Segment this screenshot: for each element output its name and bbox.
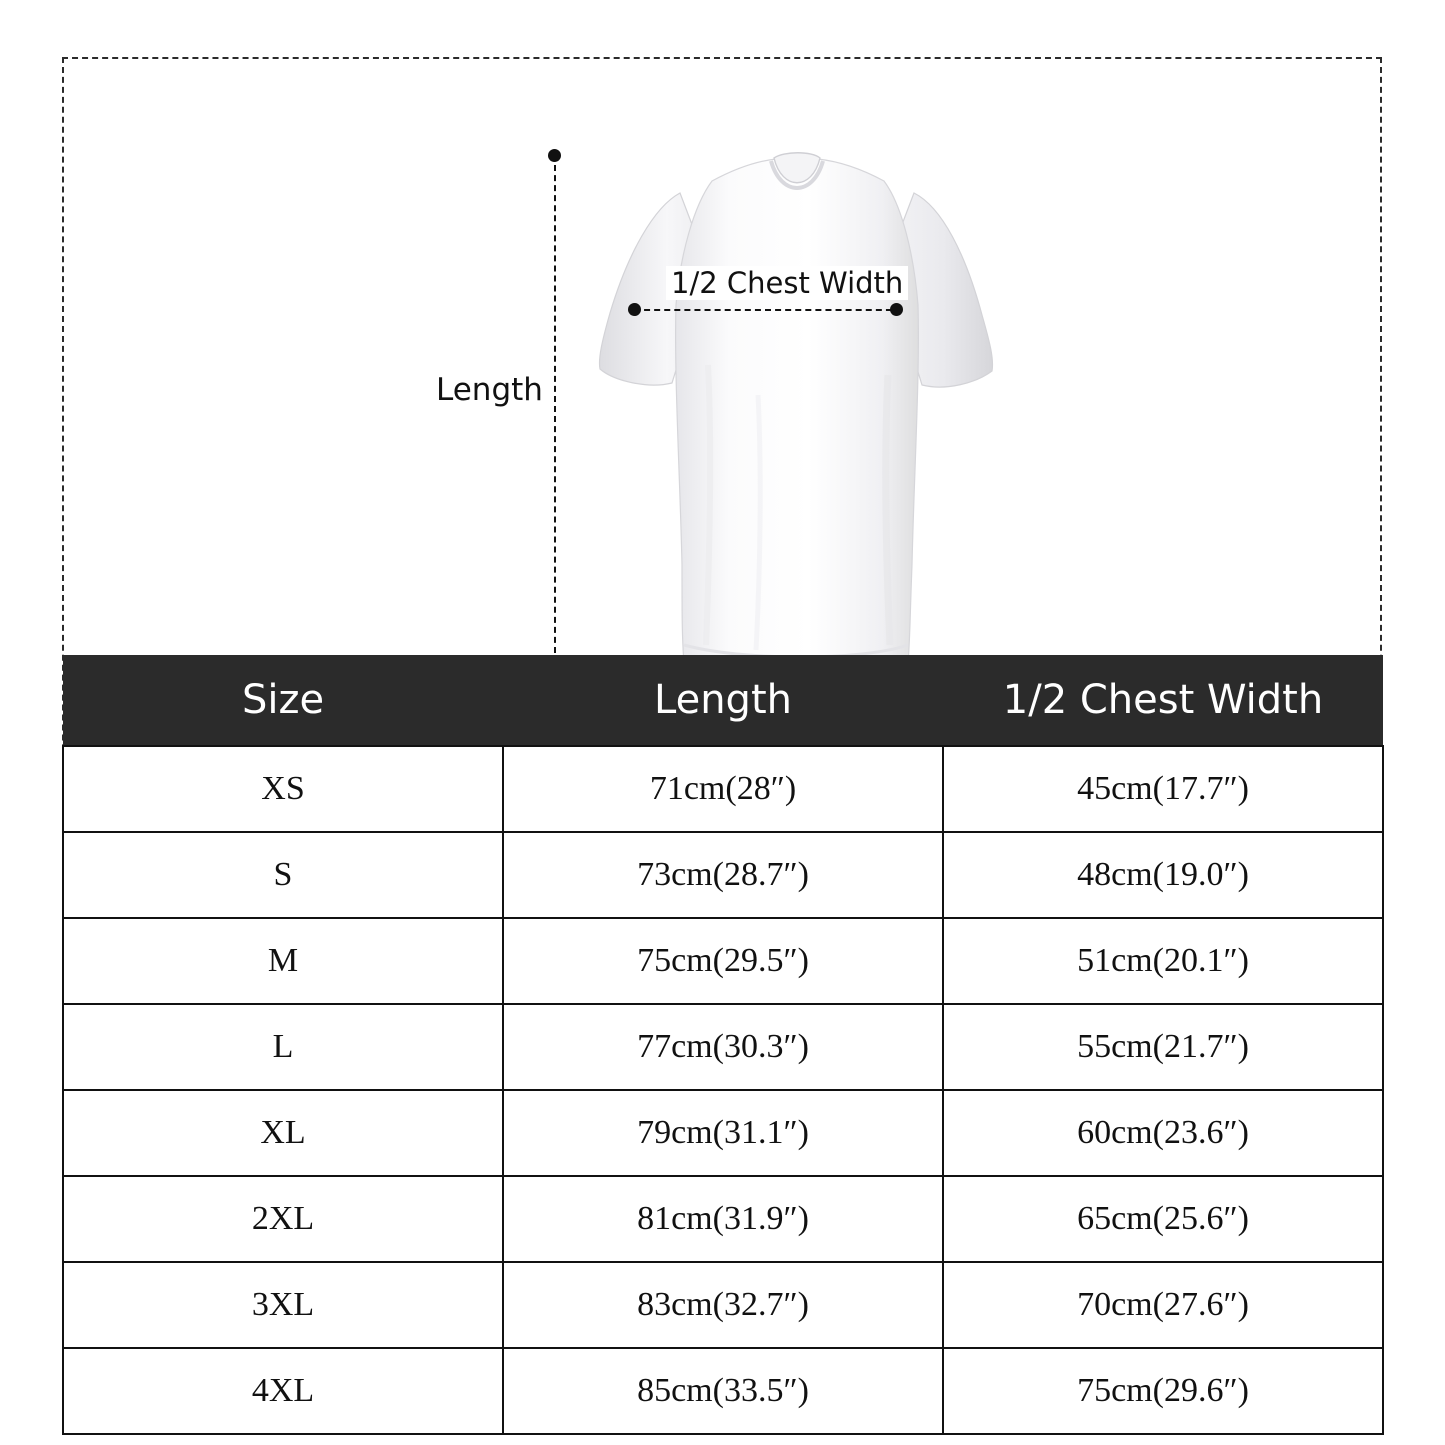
length-cell: 81cm(31.9″) [503,1176,943,1262]
table-header [63,655,1383,746]
table-row [63,918,1383,1004]
table-body [63,746,1383,1434]
length-dashed-line [554,155,556,663]
length-measurement-guide [540,147,570,672]
size-cell: S [63,832,503,918]
length-cell: 85cm(33.5″) [503,1348,943,1434]
chest-endpoint-right-dot [890,303,903,316]
chest-width-cell: 65cm(25.6″) [943,1176,1383,1262]
length-cell: 73cm(28.7″) [503,832,943,918]
chest-dashed-line [634,309,902,311]
length-cell: 77cm(30.3″) [503,1004,943,1090]
column-header-size: Size [63,655,503,746]
chest-measurement-guide [628,300,908,320]
size-cell: 3XL [63,1262,503,1348]
column-header-chest-width: 1/2 Chest Width [943,655,1383,746]
table-row [63,1090,1383,1176]
table-header-row [63,655,1383,746]
size-cell: 4XL [63,1348,503,1434]
size-chart-table [62,655,1384,1435]
chest-width-cell: 45cm(17.7″) [943,746,1383,832]
t-shirt-image [562,145,1032,680]
table-row [63,1176,1383,1262]
chest-width-cell: 55cm(21.7″) [943,1004,1383,1090]
size-cell: XS [63,746,503,832]
size-cell: M [63,918,503,1004]
table-row [63,1262,1383,1348]
table-row [63,1004,1383,1090]
length-cell: 71cm(28″) [503,746,943,832]
chest-endpoint-left-dot [628,303,641,316]
length-cell: 75cm(29.5″) [503,918,943,1004]
length-cell: 83cm(32.7″) [503,1262,943,1348]
size-cell: 2XL [63,1176,503,1262]
table-row [63,746,1383,832]
garment-illustration [62,57,1382,657]
chest-width-cell: 70cm(27.6″) [943,1262,1383,1348]
chest-width-cell: 51cm(20.1″) [943,918,1383,1004]
size-cell: XL [63,1090,503,1176]
length-cell: 79cm(31.1″) [503,1090,943,1176]
table-row [63,1348,1383,1434]
chest-width-cell: 48cm(19.0″) [943,832,1383,918]
chest-width-cell: 75cm(29.6″) [943,1348,1383,1434]
column-header-length: Length [503,655,943,746]
size-cell: L [63,1004,503,1090]
length-label: Length [436,372,543,408]
length-endpoint-top-dot [548,149,561,162]
chest-width-cell: 60cm(23.6″) [943,1090,1383,1176]
table-row [63,832,1383,918]
chest-width-label: 1/2 Chest Width [666,266,908,300]
